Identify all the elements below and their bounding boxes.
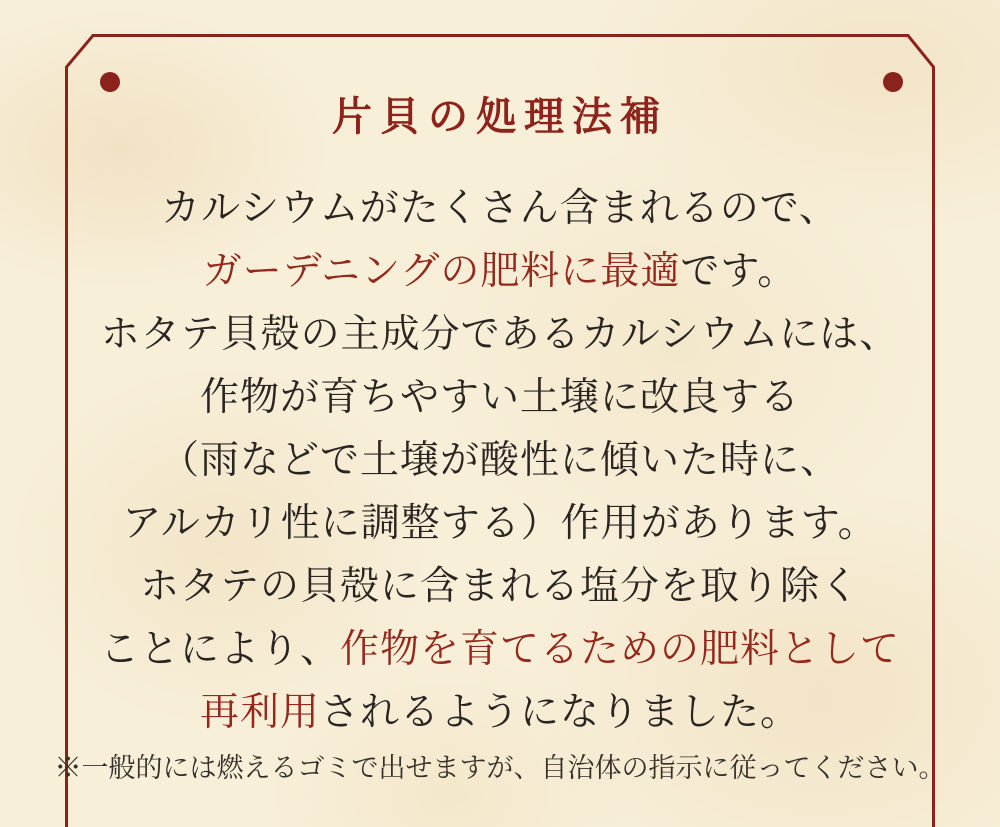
text-segment: ことにより、 xyxy=(99,628,340,671)
body-line xyxy=(0,492,1000,555)
text-segment-highlight: ガーデニングの肥料に最適 xyxy=(202,250,681,293)
body-line xyxy=(0,555,1000,618)
body-line xyxy=(0,240,1000,303)
page-title: 片貝の処理法補 xyxy=(332,94,668,139)
text-segment: されるようになりました。 xyxy=(320,691,801,734)
text-segment: カルシウムがたくさん含まれるので、 xyxy=(161,187,839,230)
body-text xyxy=(0,177,1000,744)
text-segment: アルカリ性に調整する）作用があります。 xyxy=(122,502,878,545)
body-line xyxy=(0,681,1000,744)
body-line xyxy=(0,177,1000,240)
text-segment-highlight: 作物を育てるための肥料として xyxy=(340,628,901,671)
body-line xyxy=(0,366,1000,429)
corner-dot-left xyxy=(100,72,120,92)
text-segment: です。 xyxy=(680,250,798,293)
corner-dot-right xyxy=(883,72,903,92)
body-line xyxy=(0,429,1000,492)
body-line xyxy=(0,618,1000,681)
footnote: ※一般的には燃えるゴミで出せますが、自治体の指示に従ってください。 xyxy=(54,753,946,783)
text-segment: 作物が育ちやすい土壌に改良する xyxy=(199,376,800,419)
text-segment-highlight: 再利用 xyxy=(199,691,320,734)
text-segment: （雨などで土壌が酸性に傾いた時に、 xyxy=(159,439,840,482)
text-segment: ホタテの貝殻に含まれる塩分を取り除く xyxy=(139,565,860,608)
body-line xyxy=(0,303,1000,366)
text-segment: ホタテ貝殻の主成分であるカルシウムには、 xyxy=(100,313,900,356)
